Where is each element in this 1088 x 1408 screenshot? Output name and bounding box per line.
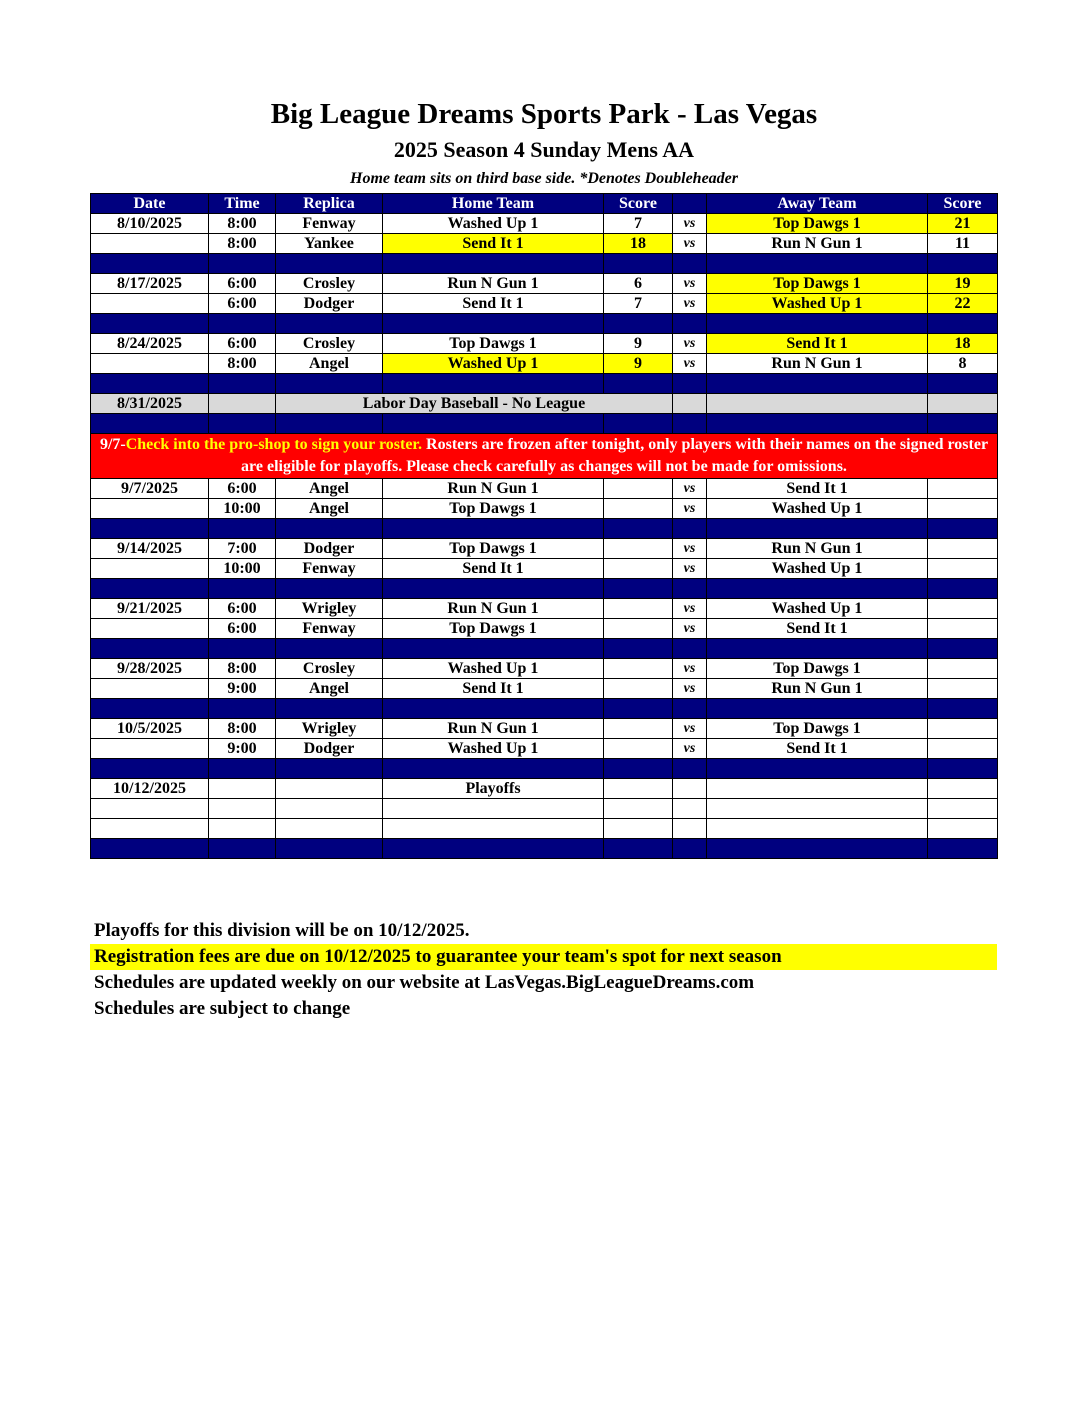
home-score-cell	[604, 659, 673, 679]
home-team-note: Home team sits on third base side. *Denotes Doubleheader	[350, 170, 738, 187]
separator-cell	[276, 519, 383, 539]
empty-cell	[928, 799, 998, 819]
empty-cell	[707, 799, 928, 819]
replica-cell: Dodger	[276, 294, 383, 314]
separator-cell	[276, 699, 383, 719]
replica-cell: Yankee	[276, 234, 383, 254]
home-team-cell: Top Dawgs 1	[383, 334, 604, 354]
time-cell: 8:00	[209, 234, 276, 254]
empty-cell	[604, 799, 673, 819]
separator-cell	[383, 374, 604, 394]
home-score-cell: 9	[604, 334, 673, 354]
time-cell	[209, 394, 276, 414]
separator-cell	[928, 414, 998, 434]
empty-cell	[276, 799, 383, 819]
home-team-cell: Send It 1	[383, 294, 604, 314]
away-team-cell: Top Dawgs 1	[707, 214, 928, 234]
separator-cell	[673, 374, 707, 394]
separator-row	[91, 839, 998, 859]
separator-cell	[91, 254, 209, 274]
separator-cell	[928, 699, 998, 719]
time-cell: 6:00	[209, 334, 276, 354]
separator-cell	[604, 519, 673, 539]
column-header: Date	[91, 194, 209, 214]
vs-cell: vs	[673, 234, 707, 254]
empty-cell	[707, 819, 928, 839]
vs-cell: vs	[673, 294, 707, 314]
separator-cell	[91, 579, 209, 599]
empty-cell	[707, 779, 928, 799]
replica-cell: Crosley	[276, 274, 383, 294]
away-team-cell: Run N Gun 1	[707, 234, 928, 254]
date-cell: 8/24/2025	[91, 334, 209, 354]
date-cell: 9/21/2025	[91, 599, 209, 619]
home-team-cell: Washed Up 1	[383, 739, 604, 759]
separator-cell	[91, 839, 209, 859]
separator-row	[91, 519, 998, 539]
away-team-cell: Top Dawgs 1	[707, 274, 928, 294]
empty-row	[91, 799, 998, 819]
away-team-cell: Run N Gun 1	[707, 354, 928, 374]
column-header: Away Team	[707, 194, 928, 214]
home-score-cell	[604, 539, 673, 559]
separator-cell	[209, 579, 276, 599]
empty-cell	[673, 819, 707, 839]
separator-cell	[91, 314, 209, 334]
away-team-cell: Run N Gun 1	[707, 679, 928, 699]
home-team-cell: Send It 1	[383, 679, 604, 699]
time-cell: 8:00	[209, 659, 276, 679]
replica-cell: Angel	[276, 499, 383, 519]
home-team-cell: Run N Gun 1	[383, 479, 604, 499]
vs-cell: vs	[673, 479, 707, 499]
playoffs-row	[91, 779, 998, 799]
game-row	[91, 679, 998, 699]
separator-cell	[276, 579, 383, 599]
away-score-cell: 21	[928, 214, 998, 234]
separator-cell	[707, 839, 928, 859]
replica-cell: Angel	[276, 479, 383, 499]
time-cell: 6:00	[209, 294, 276, 314]
separator-cell	[673, 699, 707, 719]
home-team-cell: Run N Gun 1	[383, 274, 604, 294]
separator-cell	[707, 314, 928, 334]
time-cell: 10:00	[209, 559, 276, 579]
away-team-cell: Washed Up 1	[707, 294, 928, 314]
separator-row	[91, 374, 998, 394]
date-cell	[91, 294, 209, 314]
replica-cell: Wrigley	[276, 719, 383, 739]
empty-cell	[604, 779, 673, 799]
vs-cell: vs	[673, 619, 707, 639]
game-row	[91, 539, 998, 559]
home-team-cell: Washed Up 1	[383, 659, 604, 679]
vs-cell: vs	[673, 679, 707, 699]
replica-cell: Fenway	[276, 619, 383, 639]
subject-to-change-footer: Schedules are subject to change	[94, 998, 351, 1019]
home-team-cell: Run N Gun 1	[383, 719, 604, 739]
date-cell	[91, 619, 209, 639]
time-cell: 8:00	[209, 354, 276, 374]
separator-cell	[604, 414, 673, 434]
home-score-cell	[604, 719, 673, 739]
away-team-cell: Washed Up 1	[707, 499, 928, 519]
away-score-cell: 18	[928, 334, 998, 354]
separator-cell	[91, 374, 209, 394]
vs-cell: vs	[673, 719, 707, 739]
notice-rest: Rosters are frozen after tonight, only players with their names on the signed roster are eligible for playoffs. Please check carefully as changes will not be made for omissions.	[241, 436, 989, 475]
away-team-cell: Washed Up 1	[707, 559, 928, 579]
separator-cell	[673, 314, 707, 334]
replica-cell: Crosley	[276, 659, 383, 679]
registration-footer: Registration fees are due on 10/12/2025 to guarantee your team's spot for next season	[90, 944, 997, 970]
column-header: Time	[209, 194, 276, 214]
notice-prefix: 9/7-	[99, 436, 126, 453]
separator-cell	[604, 639, 673, 659]
home-team-cell: Top Dawgs 1	[383, 499, 604, 519]
empty-cell	[604, 819, 673, 839]
separator-row	[91, 579, 998, 599]
separator-row	[91, 759, 998, 779]
separator-cell	[604, 839, 673, 859]
home-score-cell: 6	[604, 274, 673, 294]
away-score-cell: 19	[928, 274, 998, 294]
home-score-cell	[604, 619, 673, 639]
separator-cell	[673, 254, 707, 274]
vs-cell: vs	[673, 599, 707, 619]
column-header: Replica	[276, 194, 383, 214]
separator-cell	[604, 699, 673, 719]
away-score-cell	[928, 739, 998, 759]
date-cell: 9/28/2025	[91, 659, 209, 679]
vs-cell: vs	[673, 659, 707, 679]
separator-cell	[604, 579, 673, 599]
separator-cell	[928, 314, 998, 334]
home-score-cell: 7	[604, 214, 673, 234]
away-team-cell: Top Dawgs 1	[707, 719, 928, 739]
no-league-label: Labor Day Baseball - No League	[276, 394, 673, 414]
separator-cell	[91, 414, 209, 434]
replica-cell: Angel	[276, 354, 383, 374]
empty-cell	[383, 819, 604, 839]
away-team-cell: Send It 1	[707, 739, 928, 759]
vs-cell: vs	[673, 354, 707, 374]
replica-cell: Crosley	[276, 334, 383, 354]
away-score-cell: 11	[928, 234, 998, 254]
separator-row	[91, 699, 998, 719]
empty-cell	[276, 819, 383, 839]
separator-cell	[928, 839, 998, 859]
website-footer: Schedules are updated weekly on our website at LasVegas.BigLeagueDreams.com	[94, 972, 755, 993]
vs-cell: vs	[673, 739, 707, 759]
column-header: Score	[604, 194, 673, 214]
home-team-cell: Washed Up 1	[383, 214, 604, 234]
home-score-cell	[604, 679, 673, 699]
date-cell: 10/12/2025	[91, 779, 209, 799]
game-row	[91, 234, 998, 254]
separator-cell	[383, 519, 604, 539]
separator-cell	[673, 839, 707, 859]
date-cell	[91, 739, 209, 759]
separator-cell	[209, 414, 276, 434]
separator-cell	[276, 314, 383, 334]
away-team-cell	[707, 394, 928, 414]
separator-cell	[707, 699, 928, 719]
column-header	[673, 194, 707, 214]
game-row	[91, 294, 998, 314]
separator-cell	[91, 639, 209, 659]
separator-cell	[604, 254, 673, 274]
separator-cell	[928, 759, 998, 779]
home-team-cell: Run N Gun 1	[383, 599, 604, 619]
time-cell: 8:00	[209, 719, 276, 739]
separator-cell	[673, 414, 707, 434]
separator-cell	[276, 414, 383, 434]
empty-cell	[928, 819, 998, 839]
separator-cell	[383, 579, 604, 599]
empty-cell	[673, 799, 707, 819]
empty-cell	[209, 799, 276, 819]
away-team-cell: Send It 1	[707, 334, 928, 354]
time-cell: 9:00	[209, 739, 276, 759]
away-team-cell: Top Dawgs 1	[707, 659, 928, 679]
separator-cell	[383, 699, 604, 719]
separator-cell	[604, 314, 673, 334]
game-row	[91, 599, 998, 619]
away-score-cell	[928, 619, 998, 639]
separator-cell	[673, 759, 707, 779]
vs-cell: vs	[673, 559, 707, 579]
away-score-cell	[928, 499, 998, 519]
empty-cell	[91, 799, 209, 819]
replica-cell: Dodger	[276, 539, 383, 559]
away-team-cell: Send It 1	[707, 619, 928, 639]
time-cell: 6:00	[209, 599, 276, 619]
away-score-cell: 22	[928, 294, 998, 314]
vs-cell: vs	[673, 539, 707, 559]
home-score-cell	[604, 739, 673, 759]
time-cell: 6:00	[209, 274, 276, 294]
home-team-cell: Send It 1	[383, 234, 604, 254]
away-team-cell: Washed Up 1	[707, 599, 928, 619]
replica-cell: Fenway	[276, 559, 383, 579]
away-score-cell	[928, 659, 998, 679]
date-cell	[91, 559, 209, 579]
home-score-cell	[604, 599, 673, 619]
separator-cell	[383, 254, 604, 274]
separator-cell	[91, 519, 209, 539]
vs-cell: vs	[673, 214, 707, 234]
header-row	[91, 194, 998, 214]
separator-cell	[383, 839, 604, 859]
separator-row	[91, 254, 998, 274]
game-row	[91, 619, 998, 639]
game-row	[91, 214, 998, 234]
time-cell: 6:00	[209, 619, 276, 639]
separator-row	[91, 639, 998, 659]
vs-cell: vs	[673, 334, 707, 354]
replica-cell: Dodger	[276, 739, 383, 759]
separator-cell	[276, 254, 383, 274]
home-score-cell: 7	[604, 294, 673, 314]
separator-cell	[209, 839, 276, 859]
home-score-cell	[604, 479, 673, 499]
vs-cell: vs	[673, 499, 707, 519]
game-row	[91, 499, 998, 519]
game-row	[91, 479, 998, 499]
away-score-cell	[928, 719, 998, 739]
date-cell: 9/7/2025	[91, 479, 209, 499]
separator-cell	[383, 759, 604, 779]
game-row	[91, 739, 998, 759]
away-score-cell	[928, 394, 998, 414]
separator-cell	[707, 639, 928, 659]
separator-cell	[91, 759, 209, 779]
playoffs-label: Playoffs	[383, 779, 604, 799]
away-score-cell	[928, 679, 998, 699]
roster-notice-row	[91, 434, 998, 479]
home-team-cell: Washed Up 1	[383, 354, 604, 374]
separator-cell	[928, 254, 998, 274]
away-team-cell: Run N Gun 1	[707, 539, 928, 559]
separator-cell	[209, 699, 276, 719]
away-score-cell	[928, 599, 998, 619]
separator-cell	[604, 759, 673, 779]
separator-cell	[209, 759, 276, 779]
game-row	[91, 719, 998, 739]
empty-row	[91, 819, 998, 839]
separator-row	[91, 314, 998, 334]
empty-cell	[209, 819, 276, 839]
separator-cell	[383, 639, 604, 659]
time-cell: 7:00	[209, 539, 276, 559]
separator-cell	[707, 254, 928, 274]
separator-cell	[209, 254, 276, 274]
separator-cell	[673, 519, 707, 539]
separator-cell	[209, 374, 276, 394]
separator-cell	[91, 699, 209, 719]
date-cell	[91, 354, 209, 374]
away-score-cell	[928, 559, 998, 579]
time-cell: 8:00	[209, 214, 276, 234]
separator-cell	[707, 519, 928, 539]
page-subtitle: 2025 Season 4 Sunday Mens AA	[393, 137, 695, 162]
column-header: Score	[928, 194, 998, 214]
schedule-table	[90, 193, 998, 859]
separator-cell	[209, 519, 276, 539]
replica-cell: Angel	[276, 679, 383, 699]
page-title: Big League Dreams Sports Park - Las Vegas	[270, 98, 818, 130]
home-score-cell: 9	[604, 354, 673, 374]
empty-cell	[383, 799, 604, 819]
game-row	[91, 659, 998, 679]
separator-cell	[928, 519, 998, 539]
game-row	[91, 559, 998, 579]
time-cell: 10:00	[209, 499, 276, 519]
empty-cell	[928, 779, 998, 799]
home-score-cell: 18	[604, 234, 673, 254]
away-score-cell	[928, 479, 998, 499]
date-cell: 8/10/2025	[91, 214, 209, 234]
separator-cell	[276, 639, 383, 659]
separator-cell	[209, 314, 276, 334]
home-score-cell	[604, 559, 673, 579]
separator-cell	[707, 374, 928, 394]
away-score-cell	[928, 539, 998, 559]
date-cell: 8/31/2025	[91, 394, 209, 414]
time-cell	[209, 779, 276, 799]
separator-cell	[276, 759, 383, 779]
separator-cell	[707, 579, 928, 599]
separator-cell	[604, 374, 673, 394]
separator-cell	[928, 639, 998, 659]
separator-cell	[928, 579, 998, 599]
empty-cell	[91, 819, 209, 839]
separator-cell	[673, 579, 707, 599]
home-team-cell: Top Dawgs 1	[383, 539, 604, 559]
replica-cell: Fenway	[276, 214, 383, 234]
separator-cell	[383, 414, 604, 434]
home-team-cell: Send It 1	[383, 559, 604, 579]
time-cell: 6:00	[209, 479, 276, 499]
separator-cell	[707, 759, 928, 779]
date-cell	[91, 679, 209, 699]
separator-cell	[673, 639, 707, 659]
date-cell	[91, 499, 209, 519]
date-cell: 10/5/2025	[91, 719, 209, 739]
replica-cell: Wrigley	[276, 599, 383, 619]
roster-notice	[91, 434, 998, 479]
separator-cell	[276, 374, 383, 394]
separator-row	[91, 414, 998, 434]
vs-cell: vs	[673, 274, 707, 294]
no-league-row	[91, 394, 998, 414]
away-score-cell: 8	[928, 354, 998, 374]
home-team-cell: Top Dawgs 1	[383, 619, 604, 639]
home-score-cell	[604, 499, 673, 519]
vs-cell	[673, 394, 707, 414]
date-cell: 9/14/2025	[91, 539, 209, 559]
separator-cell	[209, 639, 276, 659]
time-cell: 9:00	[209, 679, 276, 699]
away-team-cell: Send It 1	[707, 479, 928, 499]
date-cell: 8/17/2025	[91, 274, 209, 294]
separator-cell	[928, 374, 998, 394]
column-header: Home Team	[383, 194, 604, 214]
playoffs-footer: Playoffs for this division will be on 10/12/2025.	[94, 920, 470, 941]
notice-highlight: Check into the pro-shop to sign your roster.	[125, 436, 423, 453]
replica-cell	[276, 779, 383, 799]
game-row	[91, 334, 998, 354]
separator-cell	[707, 414, 928, 434]
empty-cell	[673, 779, 707, 799]
separator-cell	[383, 314, 604, 334]
game-row	[91, 354, 998, 374]
date-cell	[91, 234, 209, 254]
game-row	[91, 274, 998, 294]
separator-cell	[276, 839, 383, 859]
